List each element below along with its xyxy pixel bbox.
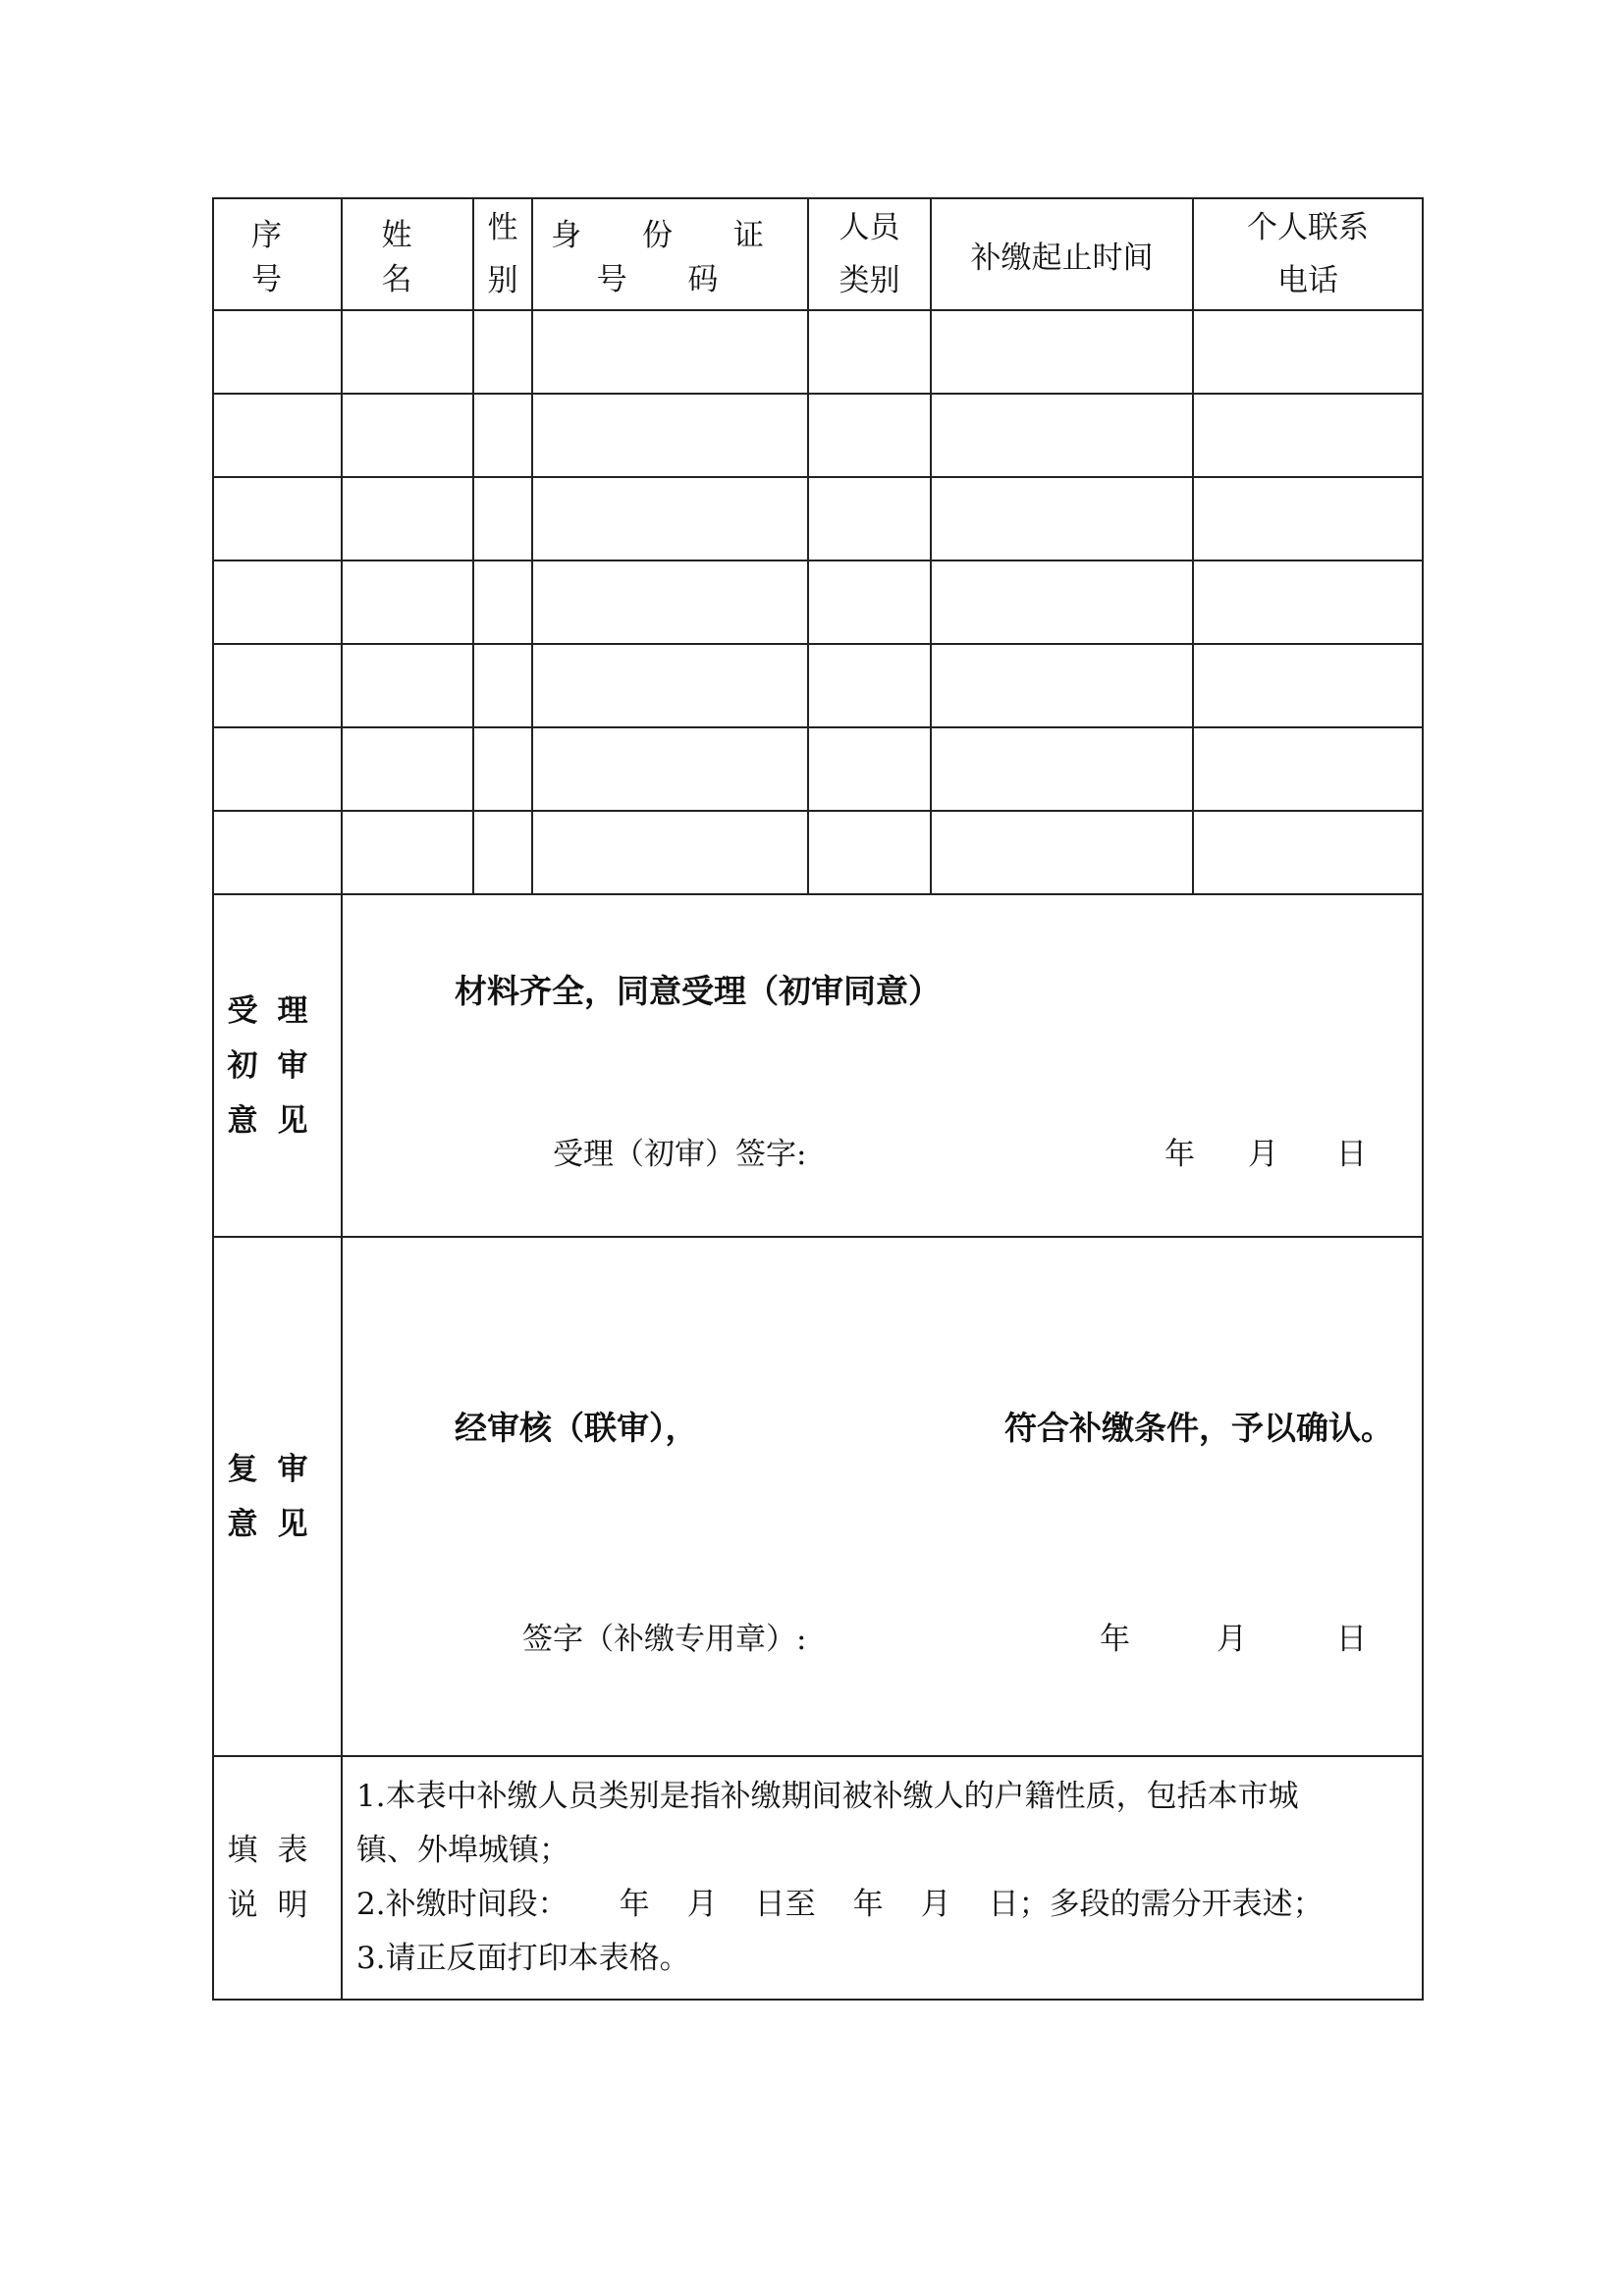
cell-period[interactable] xyxy=(931,477,1193,561)
final-review-opinion-left: 经审核（联审）， xyxy=(455,1409,698,1447)
cell-name[interactable] xyxy=(342,310,473,394)
final-review-opinion-right: 符合补缴条件，予以确认。 xyxy=(1004,1409,1393,1447)
cell-phone[interactable] xyxy=(1193,727,1423,811)
initial-review-opinion: 材料齐全，同意受理（初审同意） xyxy=(455,972,941,1010)
table-row xyxy=(213,394,1423,477)
header-category: 人员 类别 xyxy=(808,198,931,310)
cell-gender[interactable] xyxy=(473,477,532,561)
cell-gender[interactable] xyxy=(473,644,532,727)
header-phone: 个人联系 电话 xyxy=(1193,198,1423,310)
cell-seq[interactable] xyxy=(213,394,342,477)
cell-phone[interactable] xyxy=(1193,477,1423,561)
initial-review-day: 日 xyxy=(1336,1137,1367,1172)
cell-phone[interactable] xyxy=(1193,394,1423,477)
cell-seq[interactable] xyxy=(213,727,342,811)
header-seq: 序 号 xyxy=(213,198,342,310)
cell-category[interactable] xyxy=(808,811,931,894)
header-gender: 性 别 xyxy=(473,198,532,310)
cell-phone[interactable] xyxy=(1193,811,1423,894)
instruction-line-1-cont: 镇、外埠城镇； xyxy=(356,1833,569,1868)
cell-name[interactable] xyxy=(342,394,473,477)
initial-review-month: 月 xyxy=(1248,1137,1278,1172)
final-review-row xyxy=(213,1237,1423,1756)
table-row xyxy=(213,477,1423,561)
cell-id-number[interactable] xyxy=(532,811,808,894)
initial-review-signature-label: 受理（初审）签字: xyxy=(553,1137,807,1172)
final-review-day: 日 xyxy=(1336,1622,1367,1657)
instruction-line-1: 1.本表中补缴人员类别是指补缴期间被补缴人的户籍性质，包括本市城 xyxy=(356,1779,1299,1814)
cell-category[interactable] xyxy=(808,727,931,811)
cell-seq[interactable] xyxy=(213,310,342,394)
cell-seq[interactable] xyxy=(213,561,342,644)
cell-category[interactable] xyxy=(808,394,931,477)
cell-id-number[interactable] xyxy=(532,394,808,477)
cell-id-number[interactable] xyxy=(532,477,808,561)
final-review-signature-label: 签字（补缴专用章）: xyxy=(522,1622,807,1657)
cell-name[interactable] xyxy=(342,477,473,561)
cell-id-number[interactable] xyxy=(532,561,808,644)
cell-gender[interactable] xyxy=(473,811,532,894)
instruction-line-3: 3.请正反面打印本表格。 xyxy=(356,1941,690,1976)
cell-category[interactable] xyxy=(808,477,931,561)
final-review-label: 复审 意见 xyxy=(213,1237,342,1756)
initial-review-year: 年 xyxy=(1164,1137,1195,1172)
final-review-month: 月 xyxy=(1217,1622,1247,1657)
cell-period[interactable] xyxy=(931,394,1193,477)
cell-period[interactable] xyxy=(931,561,1193,644)
table-row xyxy=(213,811,1423,894)
instructions-label: 填表 说明 xyxy=(213,1756,342,2000)
table-row xyxy=(213,644,1423,727)
cell-id-number[interactable] xyxy=(532,727,808,811)
final-review-year: 年 xyxy=(1100,1622,1130,1657)
cell-gender[interactable] xyxy=(473,310,532,394)
cell-period[interactable] xyxy=(931,310,1193,394)
cell-seq[interactable] xyxy=(213,477,342,561)
cell-period[interactable] xyxy=(931,727,1193,811)
cell-phone[interactable] xyxy=(1193,561,1423,644)
header-row xyxy=(213,198,1423,310)
cell-id-number[interactable] xyxy=(532,644,808,727)
initial-review-label: 受理 初审 意见 xyxy=(213,894,342,1237)
cell-seq[interactable] xyxy=(213,811,342,894)
cell-gender[interactable] xyxy=(473,561,532,644)
cell-name[interactable] xyxy=(342,561,473,644)
cell-name[interactable] xyxy=(342,727,473,811)
initial-review-area[interactable] xyxy=(342,894,1423,1237)
instruction-line-2: 2.补缴时间段： 年 月 日至 年 月 日；多段的需分开表述； xyxy=(356,1887,1324,1922)
instructions-row xyxy=(213,1756,1423,2000)
cell-id-number[interactable] xyxy=(532,310,808,394)
table-row xyxy=(213,310,1423,394)
header-period: 补缴起止时间 xyxy=(931,198,1193,310)
contribution-form-table xyxy=(212,197,1424,2001)
cell-period[interactable] xyxy=(931,644,1193,727)
header-id-number: 身 份 证 号 码 xyxy=(532,198,808,310)
table-row xyxy=(213,727,1423,811)
cell-name[interactable] xyxy=(342,811,473,894)
cell-category[interactable] xyxy=(808,310,931,394)
header-name: 姓 名 xyxy=(342,198,473,310)
cell-gender[interactable] xyxy=(473,727,532,811)
instructions-text xyxy=(342,1756,1423,2000)
cell-seq[interactable] xyxy=(213,644,342,727)
cell-period[interactable] xyxy=(931,811,1193,894)
cell-phone[interactable] xyxy=(1193,644,1423,727)
cell-category[interactable] xyxy=(808,561,931,644)
cell-gender[interactable] xyxy=(473,394,532,477)
cell-name[interactable] xyxy=(342,644,473,727)
cell-phone[interactable] xyxy=(1193,310,1423,394)
cell-category[interactable] xyxy=(808,644,931,727)
table-row xyxy=(213,561,1423,644)
final-review-area[interactable] xyxy=(342,1237,1423,1756)
initial-review-row xyxy=(213,894,1423,1237)
